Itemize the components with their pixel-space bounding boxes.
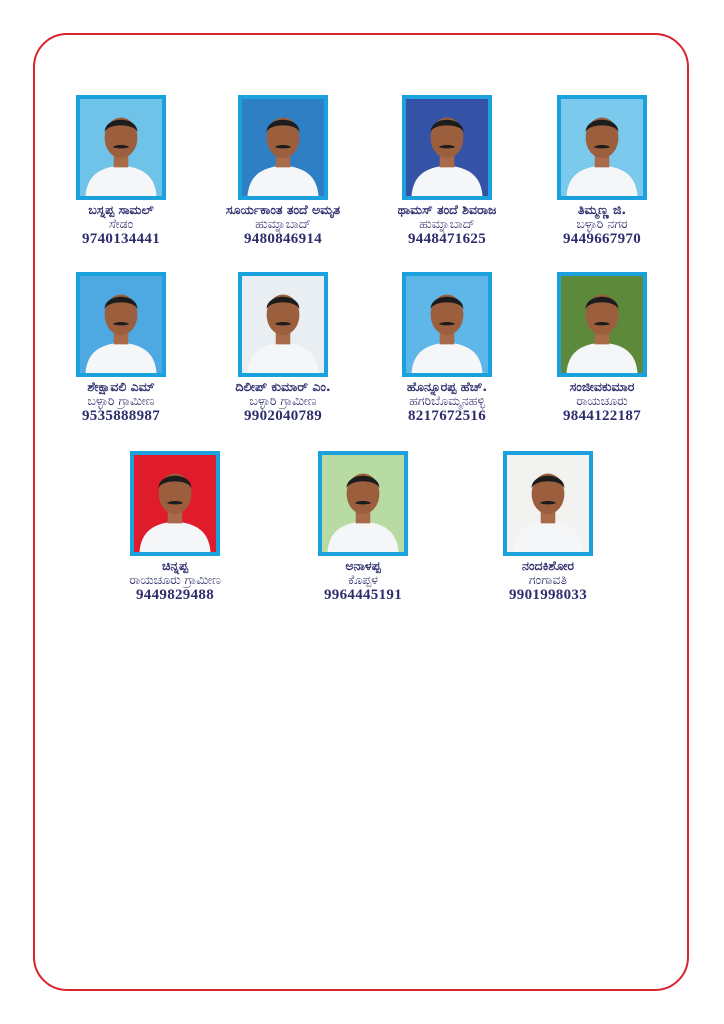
member-photo bbox=[402, 95, 492, 200]
member-name: ಹೊನ್ನೂರಪ್ಪ ಹೆಚ್. bbox=[406, 379, 488, 394]
person-portrait-icon bbox=[80, 276, 162, 373]
member-phone: 9964445191 bbox=[324, 587, 402, 603]
person-portrait-icon bbox=[561, 276, 643, 373]
member-card bbox=[288, 451, 438, 604]
member-place: ಹುಮ್ನಾಬಾದ್ bbox=[255, 216, 311, 231]
person-portrait-icon bbox=[507, 455, 589, 552]
member-phone: 9480846914 bbox=[244, 231, 322, 247]
member-place: ಹುಮ್ನಾಬಾದ್ bbox=[419, 216, 475, 231]
member-card bbox=[100, 451, 250, 604]
member-phone: 9535888987 bbox=[82, 408, 160, 424]
member-name: ಅನಾಳಪ್ಪ bbox=[345, 558, 381, 573]
member-place: ಗಂಗಾವತಿ bbox=[528, 572, 568, 587]
member-name: ನಂದಕಿಶೋರ bbox=[522, 558, 574, 573]
member-photo bbox=[76, 95, 166, 200]
member-name: ಶೇಕ್ಷಾವಲಿ ಎಮ್ bbox=[87, 379, 155, 394]
member-photo bbox=[318, 451, 408, 556]
person-portrait-icon bbox=[242, 99, 324, 196]
member-card bbox=[372, 95, 522, 248]
member-photo bbox=[238, 95, 328, 200]
person-portrait-icon bbox=[134, 455, 216, 552]
person-portrait-icon bbox=[561, 99, 643, 196]
member-photo bbox=[130, 451, 220, 556]
member-phone: 8217672516 bbox=[408, 408, 486, 424]
member-card bbox=[208, 95, 358, 248]
person-portrait-icon bbox=[80, 99, 162, 196]
member-photo bbox=[76, 272, 166, 377]
member-card bbox=[46, 95, 196, 248]
member-name: ದಿಲೀಪ್ ಕುಮಾರ್ ಎಂ. bbox=[235, 379, 331, 394]
member-card bbox=[473, 451, 623, 604]
member-phone: 9449667970 bbox=[563, 231, 641, 247]
member-photo bbox=[402, 272, 492, 377]
member-name: ಬಸ್ನಪ್ಪ ಸಾಮಲ್ bbox=[88, 202, 154, 217]
member-card bbox=[527, 272, 677, 425]
member-phone: 9740134441 bbox=[82, 231, 160, 247]
member-name: ಸಂಜೀವಕುಮಾರ bbox=[569, 379, 635, 394]
member-name: ಚಿನ್ನಪ್ಪ bbox=[161, 558, 188, 573]
member-place: ರಾಯಚೂರು bbox=[576, 393, 628, 408]
member-place: ಹಗರಿಬೊಮ್ಮನಹಳ್ಳಿ bbox=[409, 393, 485, 408]
member-place: ಬಳ್ಳಾರಿ ಗ್ರಾಮೀಣ bbox=[87, 393, 155, 408]
person-portrait-icon bbox=[322, 455, 404, 552]
member-place: ಸೇಡಂ bbox=[108, 216, 134, 231]
member-photo bbox=[557, 95, 647, 200]
person-portrait-icon bbox=[406, 99, 488, 196]
member-photo bbox=[238, 272, 328, 377]
member-card bbox=[527, 95, 677, 248]
member-photo bbox=[503, 451, 593, 556]
member-photo bbox=[557, 272, 647, 377]
person-portrait-icon bbox=[242, 276, 324, 373]
member-name: ಥಾಮಸ್ ತಂದೆ ಶಿವರಾಜ bbox=[397, 202, 497, 217]
member-phone: 9448471625 bbox=[408, 231, 486, 247]
member-place: ಕೊಪ್ಪಳ bbox=[348, 572, 378, 587]
member-card bbox=[372, 272, 522, 425]
member-phone: 9901998033 bbox=[509, 587, 587, 603]
member-place: ರಾಯಚೂರು ಗ್ರಾಮೀಣ bbox=[129, 572, 221, 587]
member-place: ಬಳ್ಳಾರಿ ಗ್ರಾಮೀಣ bbox=[249, 393, 317, 408]
member-phone: 9902040789 bbox=[244, 408, 322, 424]
person-portrait-icon bbox=[406, 276, 488, 373]
member-name: ಸೂರ್ಯಕಾಂತ ತಂದೆ ಅಮೃತ bbox=[225, 202, 341, 217]
member-phone: 9449829488 bbox=[136, 587, 214, 603]
member-card bbox=[208, 272, 358, 425]
member-name: ತಿಮ್ಮಣ್ಣ ಜಿ. bbox=[577, 202, 627, 217]
member-phone: 9844122187 bbox=[563, 408, 641, 424]
member-card bbox=[46, 272, 196, 425]
member-place: ಬಳ್ಳಾರಿ ನಗರ bbox=[576, 216, 628, 231]
